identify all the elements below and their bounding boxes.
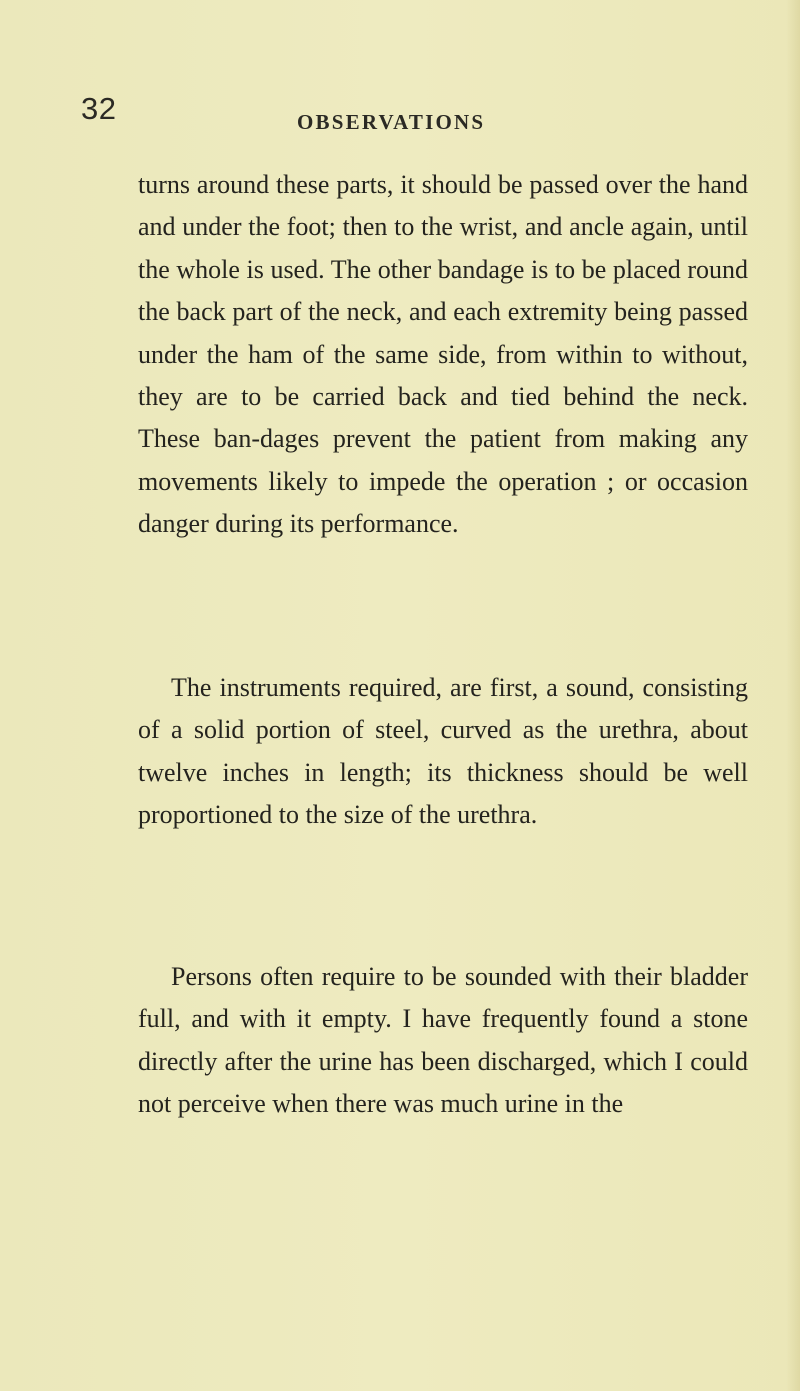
running-head: OBSERVATIONS xyxy=(297,110,486,134)
body-paragraph-2: The instruments required, are first, a sound, consisting of a solid portion of steel, curved as the urethra, about twelve inches in length; its thickness should be well proportioned to the size of the urethra. xyxy=(138,673,748,830)
page-edge-shadow xyxy=(786,0,800,1391)
body-paragraph-1: turns around these parts, it should be passed over the hand and under the foot; then to the wrist, and ancle again, until the whole is used. The other bandage is to be placed round the back part of the neck, and each extremity being passed under the ham of the same side, from within to without, they are to be carried back and tied behind the neck. These ban-dages prevent the patient from making any movements likely to impede the operation ; or occasion danger during its performance. xyxy=(138,170,748,539)
body-paragraph-3: Persons often require to be sounded with their bladder full, and with it empty. I have frequently found a stone directly after the urine has been discharged, which I could not perceive when there was much urine in the xyxy=(138,962,748,1119)
page-number: 32 xyxy=(81,91,117,126)
